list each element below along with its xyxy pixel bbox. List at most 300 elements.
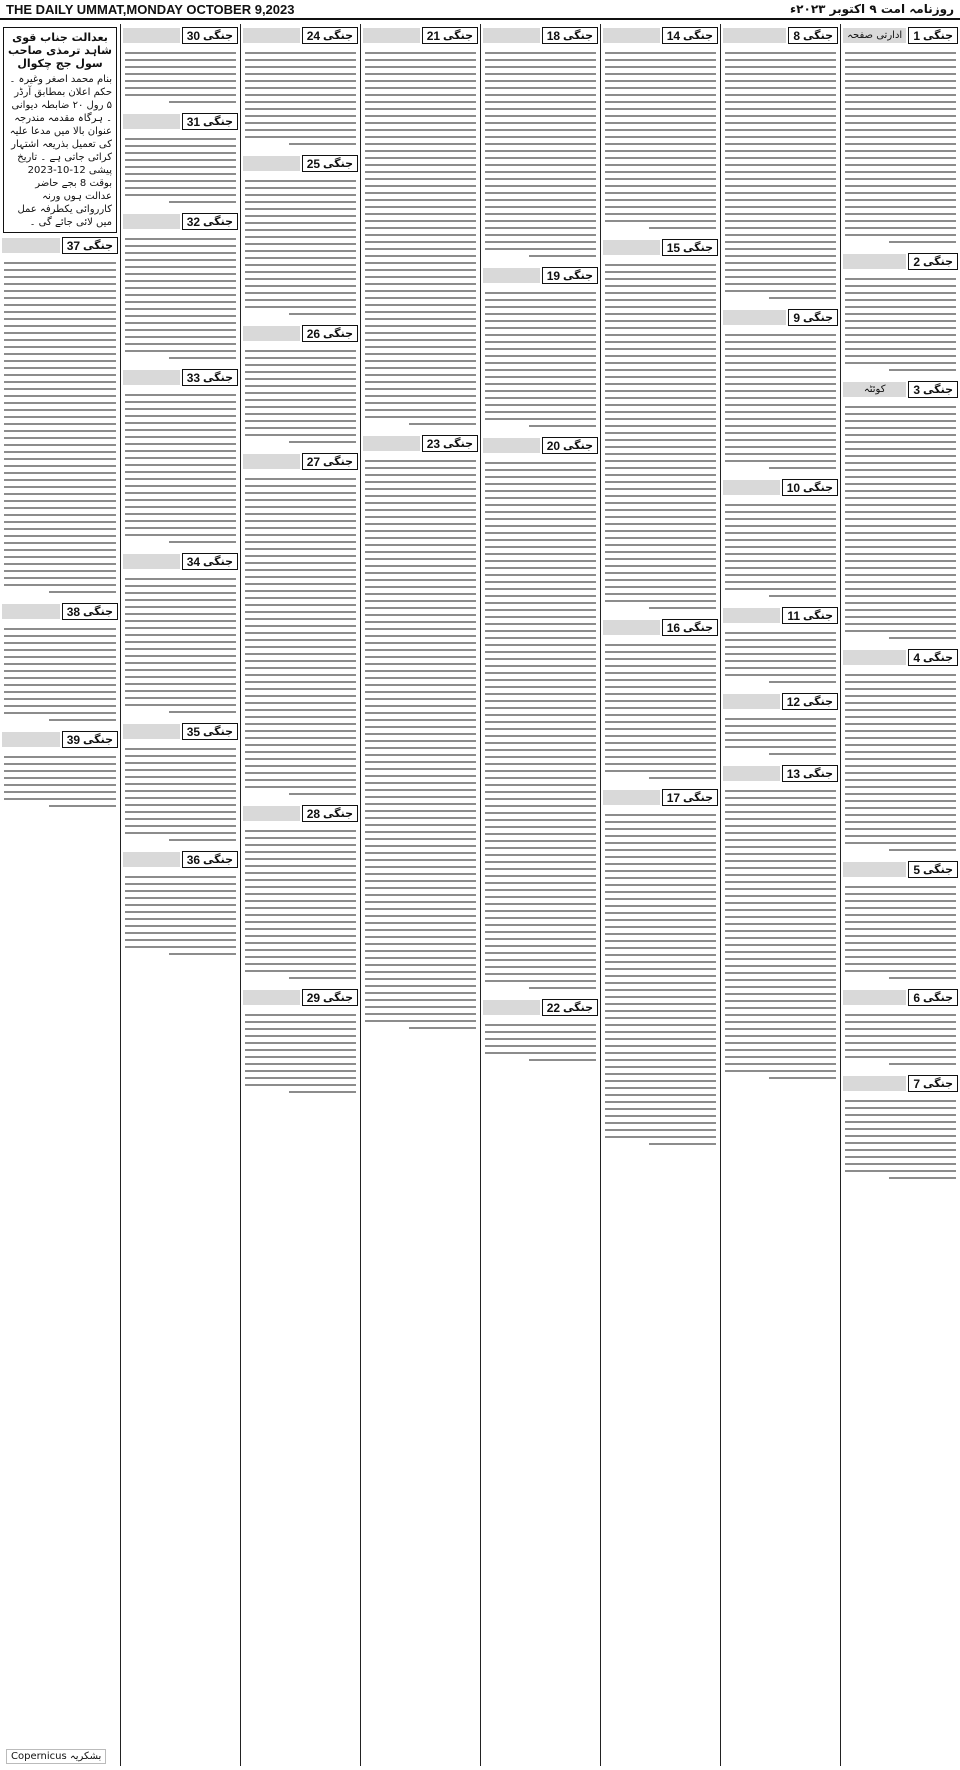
text-line bbox=[845, 206, 956, 208]
text-line bbox=[485, 644, 596, 646]
text-line bbox=[169, 541, 236, 543]
text-line bbox=[485, 418, 596, 420]
text-line bbox=[245, 1049, 356, 1051]
text-line bbox=[125, 443, 236, 445]
text-line bbox=[4, 777, 116, 779]
badge-number: 31 bbox=[186, 114, 201, 129]
badge-number: 30 bbox=[186, 28, 201, 43]
text-line bbox=[125, 904, 236, 906]
text-line bbox=[889, 1177, 956, 1179]
text-line bbox=[245, 278, 356, 280]
text-line bbox=[125, 811, 236, 813]
text-line bbox=[845, 581, 956, 583]
text-line bbox=[365, 262, 476, 264]
item-body-text bbox=[721, 712, 840, 762]
text-line bbox=[485, 700, 596, 702]
text-line bbox=[605, 278, 716, 280]
badge-number: 32 bbox=[186, 214, 201, 229]
badge-number: 22 bbox=[546, 1000, 561, 1015]
text-line bbox=[605, 919, 716, 921]
text-line bbox=[845, 348, 956, 350]
text-line bbox=[845, 893, 956, 895]
news-item-header bbox=[123, 27, 238, 44]
text-line bbox=[845, 702, 956, 704]
text-line bbox=[725, 341, 836, 343]
text-line bbox=[605, 940, 716, 942]
text-line bbox=[845, 970, 956, 972]
text-line bbox=[605, 1122, 716, 1124]
text-line bbox=[845, 355, 956, 357]
text-line bbox=[485, 397, 596, 399]
text-line bbox=[125, 769, 236, 771]
text-line bbox=[725, 1049, 836, 1051]
text-line bbox=[245, 942, 356, 944]
text-line bbox=[845, 192, 956, 194]
text-line bbox=[605, 108, 716, 110]
item-subtitle bbox=[723, 310, 786, 325]
text-line bbox=[4, 705, 116, 707]
text-line bbox=[845, 942, 956, 944]
text-line bbox=[725, 951, 836, 953]
item-body-text bbox=[841, 1094, 960, 1186]
text-line bbox=[4, 798, 116, 800]
text-line bbox=[725, 362, 836, 364]
text-line bbox=[4, 346, 116, 348]
text-line bbox=[485, 227, 596, 229]
text-line bbox=[125, 776, 236, 778]
news-item-header bbox=[243, 805, 358, 822]
text-line bbox=[365, 670, 476, 672]
text-line bbox=[125, 492, 236, 494]
text-line bbox=[605, 835, 716, 837]
text-line bbox=[245, 406, 356, 408]
text-line bbox=[845, 786, 956, 788]
text-line bbox=[725, 136, 836, 138]
text-line bbox=[4, 311, 116, 313]
text-line bbox=[845, 234, 956, 236]
text-line bbox=[245, 548, 356, 550]
text-line bbox=[365, 964, 476, 966]
text-line bbox=[605, 411, 716, 413]
text-line bbox=[725, 632, 836, 634]
text-line bbox=[125, 634, 236, 636]
text-line bbox=[845, 164, 956, 166]
text-line bbox=[845, 630, 956, 632]
item-body-text bbox=[721, 784, 840, 1086]
text-line bbox=[725, 867, 836, 869]
item-number-badge bbox=[788, 309, 838, 326]
text-line bbox=[245, 541, 356, 543]
badge-prefix: جنگی bbox=[323, 157, 353, 170]
text-line bbox=[125, 762, 236, 764]
text-line bbox=[365, 866, 476, 868]
text-line bbox=[365, 297, 476, 299]
badge-number: 13 bbox=[786, 766, 801, 781]
text-line bbox=[605, 313, 716, 315]
text-line bbox=[605, 954, 716, 956]
text-line bbox=[365, 346, 476, 348]
item-number-badge bbox=[782, 693, 838, 710]
item-number-badge bbox=[62, 731, 118, 748]
text-line bbox=[605, 1010, 716, 1012]
text-line bbox=[845, 94, 956, 96]
text-line bbox=[485, 651, 596, 653]
text-line bbox=[245, 667, 356, 669]
text-line bbox=[485, 411, 596, 413]
text-line bbox=[605, 467, 716, 469]
text-line bbox=[605, 404, 716, 406]
text-line bbox=[485, 66, 596, 68]
text-line bbox=[725, 504, 836, 506]
text-line bbox=[125, 669, 236, 671]
text-line bbox=[845, 483, 956, 485]
text-line bbox=[485, 213, 596, 215]
text-line bbox=[245, 122, 356, 124]
text-line bbox=[485, 476, 596, 478]
text-line bbox=[605, 516, 716, 518]
text-line bbox=[4, 712, 116, 714]
item-body-text bbox=[481, 46, 600, 264]
badge-number: 8 bbox=[793, 28, 801, 43]
text-line bbox=[169, 357, 236, 359]
text-line bbox=[605, 1024, 716, 1026]
text-line bbox=[605, 306, 716, 308]
text-line bbox=[485, 490, 596, 492]
text-line bbox=[365, 101, 476, 103]
text-line bbox=[725, 560, 836, 562]
text-line bbox=[245, 844, 356, 846]
badge-prefix: جنگی bbox=[923, 255, 953, 268]
badge-prefix: جنگی bbox=[683, 29, 713, 42]
item-number-badge bbox=[62, 603, 118, 620]
text-line bbox=[485, 931, 596, 933]
text-line bbox=[605, 600, 716, 602]
text-line bbox=[365, 768, 476, 770]
text-line bbox=[485, 826, 596, 828]
text-line bbox=[845, 327, 956, 329]
text-line bbox=[245, 765, 356, 767]
text-line bbox=[365, 649, 476, 651]
text-line bbox=[485, 630, 596, 632]
text-line bbox=[605, 1129, 716, 1131]
text-line bbox=[365, 754, 476, 756]
text-line bbox=[845, 518, 956, 520]
text-line bbox=[725, 832, 836, 834]
item-number-badge bbox=[662, 789, 718, 806]
text-line bbox=[845, 886, 956, 888]
text-line bbox=[4, 304, 116, 306]
text-line bbox=[4, 584, 116, 586]
badge-number: 11 bbox=[787, 608, 801, 623]
text-line bbox=[725, 192, 836, 194]
text-line bbox=[245, 129, 356, 131]
text-line bbox=[845, 772, 956, 774]
text-line bbox=[845, 292, 956, 294]
item-subtitle bbox=[2, 732, 60, 747]
text-line bbox=[485, 581, 596, 583]
text-line bbox=[125, 73, 236, 75]
item-body-text bbox=[121, 388, 240, 550]
news-item-header bbox=[123, 851, 238, 868]
text-line bbox=[485, 819, 596, 821]
news-item-header bbox=[123, 369, 238, 386]
text-line bbox=[845, 758, 956, 760]
text-line bbox=[845, 476, 956, 478]
badge-number: 29 bbox=[306, 990, 321, 1005]
text-line bbox=[485, 875, 596, 877]
text-line bbox=[649, 777, 716, 779]
item-subtitle: کوئٹہ bbox=[843, 382, 906, 397]
text-line bbox=[125, 238, 236, 240]
text-line bbox=[125, 159, 236, 161]
text-line bbox=[845, 602, 956, 604]
text-line bbox=[605, 551, 716, 553]
item-body-text bbox=[241, 472, 360, 802]
text-line bbox=[365, 516, 476, 518]
badge-number: 17 bbox=[666, 790, 681, 805]
text-line bbox=[365, 52, 476, 54]
text-line bbox=[769, 1077, 836, 1079]
text-line bbox=[485, 206, 596, 208]
item-subtitle bbox=[363, 28, 420, 43]
item-number-badge bbox=[302, 453, 358, 470]
text-line bbox=[365, 663, 476, 665]
item-body-text bbox=[361, 454, 480, 1036]
text-line bbox=[845, 87, 956, 89]
item-number-badge bbox=[62, 237, 118, 254]
text-line bbox=[725, 248, 836, 250]
text-line bbox=[365, 656, 476, 658]
text-line bbox=[4, 493, 116, 495]
text-line bbox=[605, 446, 716, 448]
item-body-text bbox=[241, 1008, 360, 1100]
item-body-text bbox=[841, 272, 960, 378]
item-subtitle bbox=[843, 254, 906, 269]
text-line bbox=[845, 907, 956, 909]
text-line bbox=[125, 890, 236, 892]
text-line bbox=[725, 1028, 836, 1030]
badge-prefix: جنگی bbox=[203, 215, 233, 228]
item-body-text bbox=[721, 498, 840, 604]
item-subtitle bbox=[603, 240, 660, 255]
text-line bbox=[485, 150, 596, 152]
item-body-text bbox=[241, 824, 360, 986]
text-line bbox=[4, 367, 116, 369]
text-line bbox=[725, 718, 836, 720]
text-line bbox=[605, 1045, 716, 1047]
text-line bbox=[365, 747, 476, 749]
text-line bbox=[485, 840, 596, 842]
badge-number: 37 bbox=[66, 238, 81, 253]
text-line bbox=[365, 999, 476, 1001]
text-line bbox=[769, 595, 836, 597]
text-line bbox=[245, 492, 356, 494]
text-line bbox=[245, 1084, 356, 1086]
badge-prefix: جنگی bbox=[563, 439, 593, 452]
news-item-header bbox=[843, 649, 958, 666]
text-line bbox=[725, 87, 836, 89]
text-line bbox=[365, 325, 476, 327]
text-line bbox=[125, 676, 236, 678]
text-line bbox=[769, 297, 836, 299]
text-line bbox=[125, 697, 236, 699]
text-line bbox=[725, 539, 836, 541]
text-line bbox=[605, 157, 716, 159]
text-line bbox=[365, 929, 476, 931]
text-line bbox=[725, 178, 836, 180]
news-item-header bbox=[123, 553, 238, 570]
text-line bbox=[725, 739, 836, 741]
text-line bbox=[4, 791, 116, 793]
text-line bbox=[605, 1017, 716, 1019]
text-line bbox=[845, 1114, 956, 1116]
text-line bbox=[605, 502, 716, 504]
text-line bbox=[725, 909, 836, 911]
text-line bbox=[365, 213, 476, 215]
text-line bbox=[485, 1052, 596, 1054]
text-line bbox=[245, 80, 356, 82]
text-line bbox=[725, 52, 836, 54]
text-line bbox=[845, 1149, 956, 1151]
news-item-header bbox=[843, 989, 958, 1006]
item-body-text bbox=[841, 668, 960, 858]
text-line bbox=[485, 595, 596, 597]
text-line bbox=[245, 660, 356, 662]
text-line bbox=[605, 523, 716, 525]
text-line bbox=[605, 425, 716, 427]
text-line bbox=[4, 763, 116, 765]
text-line bbox=[125, 464, 236, 466]
text-line bbox=[485, 52, 596, 54]
text-line bbox=[845, 532, 956, 534]
text-line bbox=[845, 171, 956, 173]
text-line bbox=[4, 437, 116, 439]
text-line bbox=[125, 790, 236, 792]
text-line bbox=[365, 775, 476, 777]
text-line bbox=[4, 325, 116, 327]
text-line bbox=[125, 818, 236, 820]
item-subtitle bbox=[723, 608, 780, 623]
text-line bbox=[725, 425, 836, 427]
text-line bbox=[845, 136, 956, 138]
text-line bbox=[605, 150, 716, 152]
badge-prefix: جنگی bbox=[203, 29, 233, 42]
text-line bbox=[845, 765, 956, 767]
text-line bbox=[125, 825, 236, 827]
text-line bbox=[245, 1028, 356, 1030]
news-item-header bbox=[243, 27, 358, 44]
text-line bbox=[245, 243, 356, 245]
text-line bbox=[605, 341, 716, 343]
news-column bbox=[0, 24, 120, 1766]
text-line bbox=[485, 980, 596, 982]
text-line bbox=[605, 1003, 716, 1005]
text-line bbox=[845, 800, 956, 802]
news-item-header bbox=[243, 989, 358, 1006]
text-line bbox=[845, 285, 956, 287]
text-line bbox=[605, 658, 716, 660]
text-line bbox=[125, 939, 236, 941]
text-line bbox=[245, 271, 356, 273]
text-line bbox=[245, 576, 356, 578]
text-line bbox=[725, 839, 836, 841]
text-line bbox=[365, 789, 476, 791]
text-line bbox=[289, 143, 356, 145]
text-line bbox=[125, 94, 236, 96]
text-line bbox=[605, 369, 716, 371]
badge-number: 12 bbox=[786, 694, 801, 709]
item-subtitle bbox=[123, 28, 180, 43]
text-line bbox=[725, 1070, 836, 1072]
text-line bbox=[845, 80, 956, 82]
text-line bbox=[725, 937, 836, 939]
text-line bbox=[485, 749, 596, 751]
text-line bbox=[605, 136, 716, 138]
text-line bbox=[605, 185, 716, 187]
news-item-header bbox=[483, 437, 598, 454]
item-subtitle bbox=[123, 554, 180, 569]
text-line bbox=[125, 252, 236, 254]
text-line bbox=[725, 460, 836, 462]
text-line bbox=[605, 439, 716, 441]
text-line bbox=[605, 122, 716, 124]
text-line bbox=[125, 499, 236, 501]
item-number-badge bbox=[908, 1075, 958, 1092]
text-line bbox=[485, 735, 596, 737]
item-number-badge bbox=[302, 325, 358, 342]
text-line bbox=[725, 667, 836, 669]
text-line bbox=[605, 849, 716, 851]
text-line bbox=[845, 1021, 956, 1023]
text-line bbox=[725, 94, 836, 96]
badge-number: 23 bbox=[426, 436, 441, 451]
news-item-header bbox=[363, 27, 478, 44]
text-line bbox=[4, 756, 116, 758]
text-line bbox=[845, 213, 956, 215]
text-line bbox=[245, 886, 356, 888]
masthead-english-title: THE DAILY UMMAT,MONDAY OCTOBER 9,2023 bbox=[6, 1, 295, 17]
text-line bbox=[365, 234, 476, 236]
text-line bbox=[485, 80, 596, 82]
text-line bbox=[4, 663, 116, 665]
text-line bbox=[605, 565, 716, 567]
text-line bbox=[725, 1056, 836, 1058]
text-line bbox=[725, 902, 836, 904]
text-line bbox=[365, 810, 476, 812]
text-line bbox=[725, 888, 836, 890]
news-item-header bbox=[723, 309, 838, 326]
text-line bbox=[605, 320, 716, 322]
text-line bbox=[845, 469, 956, 471]
text-line bbox=[125, 883, 236, 885]
text-line bbox=[485, 518, 596, 520]
news-item-header bbox=[123, 723, 238, 740]
text-line bbox=[845, 115, 956, 117]
text-line bbox=[125, 704, 236, 706]
text-line bbox=[605, 537, 716, 539]
text-line bbox=[605, 968, 716, 970]
text-line bbox=[605, 905, 716, 907]
text-line bbox=[725, 746, 836, 748]
text-line bbox=[245, 136, 356, 138]
text-line bbox=[485, 299, 596, 301]
text-line bbox=[845, 546, 956, 548]
text-line bbox=[4, 535, 116, 537]
text-line bbox=[485, 327, 596, 329]
item-subtitle bbox=[843, 990, 906, 1005]
text-line bbox=[845, 1056, 956, 1058]
text-line bbox=[485, 686, 596, 688]
